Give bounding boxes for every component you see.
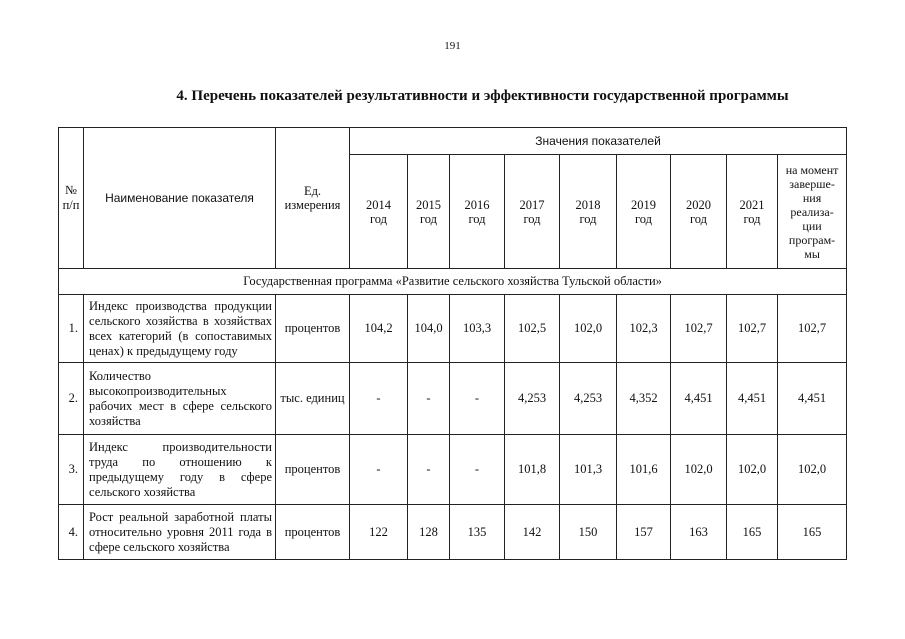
value-cell: 102,0: [671, 435, 727, 505]
value-cell: 157: [617, 505, 671, 560]
header-final-line: ции: [802, 218, 822, 233]
header-year: [450, 155, 505, 269]
header-year-line: год: [579, 211, 597, 226]
header-year-line: год: [369, 211, 388, 226]
value-cell: 150: [560, 505, 617, 560]
value-cell: -: [350, 435, 408, 505]
indicator-name: Индекс производительности труда по отношению к предыдущему году в сфере сельского хозяйства: [84, 435, 276, 505]
value-cell: 101,8: [505, 435, 560, 505]
table-row: [59, 363, 847, 435]
header-year: [505, 155, 560, 269]
value-cell: -: [408, 435, 450, 505]
header-year-line: 2015: [416, 197, 441, 212]
header-num-line: п/п: [62, 198, 80, 212]
value-cell: 101,6: [617, 435, 671, 505]
header-year-line: 2018: [575, 197, 601, 212]
value-cell: 4,253: [505, 363, 560, 435]
header-indicator-name: Наименование показателя: [84, 128, 276, 269]
value-cell: 163: [671, 505, 727, 560]
indicator-name: Количество высокопроизводительных рабочих мест в сфере сельского хозяйства: [84, 363, 276, 435]
value-cell: 4,451: [727, 363, 778, 435]
value-cell: 4,451: [671, 363, 727, 435]
header-final-line: ния: [802, 190, 822, 205]
header-year-line: год: [419, 211, 438, 226]
value-cell: -: [450, 435, 505, 505]
header-unit-line: Ед.: [303, 184, 322, 198]
page-number: 191: [444, 40, 461, 52]
value-cell: 102,7: [671, 295, 727, 363]
value-cell: 104,2: [350, 295, 408, 363]
header-year-line: год: [634, 211, 653, 226]
unit-cell: процентов: [276, 505, 350, 560]
header-unit-line: измерения: [284, 198, 341, 212]
value-cell: 102,7: [778, 295, 847, 363]
indicator-name: Рост реальной заработной платы относительно уровня 2011 года в сфере сельского хозяйства: [84, 505, 276, 560]
indicator-name: Индекс производства продукции сельского хозяйства в хозяйствах всех категорий (в сопоставимых ценах) к предыдущему году: [84, 295, 276, 363]
row-number: 4.: [59, 505, 84, 560]
header-year-line: 2014: [366, 197, 391, 212]
value-cell: 122: [350, 505, 408, 560]
header-year-line: 2016: [464, 197, 490, 212]
header-year: [408, 155, 450, 269]
header-year: [560, 155, 617, 269]
header-year-line: год: [743, 211, 761, 226]
value-cell: 103,3: [450, 295, 505, 363]
value-cell: 102,0: [727, 435, 778, 505]
table-row: [59, 505, 847, 560]
value-cell: -: [350, 363, 408, 435]
header-year-line: год: [523, 211, 541, 226]
header-num-line: №: [65, 183, 77, 197]
value-cell: 101,3: [560, 435, 617, 505]
table-row: [59, 295, 847, 363]
header-year-line: 2021: [739, 197, 765, 212]
value-cell: 104,0: [408, 295, 450, 363]
value-cell: 102,5: [505, 295, 560, 363]
header-final-line: програм-: [788, 232, 836, 247]
value-cell: 4,253: [560, 363, 617, 435]
value-cell: 102,0: [778, 435, 847, 505]
header-final-line: на момент: [785, 162, 839, 177]
value-cell: 102,3: [617, 295, 671, 363]
value-cell: 165: [778, 505, 847, 560]
table-row: [59, 435, 847, 505]
header-year-line: 2019: [631, 197, 656, 212]
document-title: 4. Перечень показателей результативности и эффективности государственной программы: [176, 88, 789, 104]
header-year: [617, 155, 671, 269]
header-year: [350, 155, 408, 269]
unit-cell: тыс. единиц: [276, 363, 350, 435]
header-year: [727, 155, 778, 269]
value-cell: 135: [450, 505, 505, 560]
value-cell: 128: [408, 505, 450, 560]
header-final-line: реализа-: [790, 204, 834, 219]
header-year-line: год: [689, 211, 708, 226]
value-cell: 142: [505, 505, 560, 560]
value-cell: 4,352: [617, 363, 671, 435]
header-values-group: Значения показателей: [350, 128, 847, 155]
header-year-line: 2017: [519, 197, 545, 212]
header-num: [59, 128, 84, 269]
header-row-top: [59, 128, 847, 155]
value-cell: 165: [727, 505, 778, 560]
header-year-line: год: [468, 211, 486, 226]
header-final-line: мы: [804, 246, 820, 261]
row-number: 2.: [59, 363, 84, 435]
header-final-line: заверше-: [789, 176, 835, 191]
value-cell: 102,0: [560, 295, 617, 363]
program-title: Государственная программа «Развитие сельского хозяйства Тульской области»: [59, 269, 847, 295]
header-year-line: 2020: [686, 197, 711, 212]
row-number: 3.: [59, 435, 84, 505]
value-cell: 4,451: [778, 363, 847, 435]
program-title-row: [59, 269, 847, 295]
value-cell: -: [450, 363, 505, 435]
value-cell: -: [408, 363, 450, 435]
unit-cell: процентов: [276, 295, 350, 363]
header-year: [671, 155, 727, 269]
header-final-year: [778, 155, 847, 269]
unit-cell: процентов: [276, 435, 350, 505]
value-cell: 102,7: [727, 295, 778, 363]
indicators-table: [58, 127, 847, 560]
row-number: 1.: [59, 295, 84, 363]
header-unit: [276, 128, 350, 269]
